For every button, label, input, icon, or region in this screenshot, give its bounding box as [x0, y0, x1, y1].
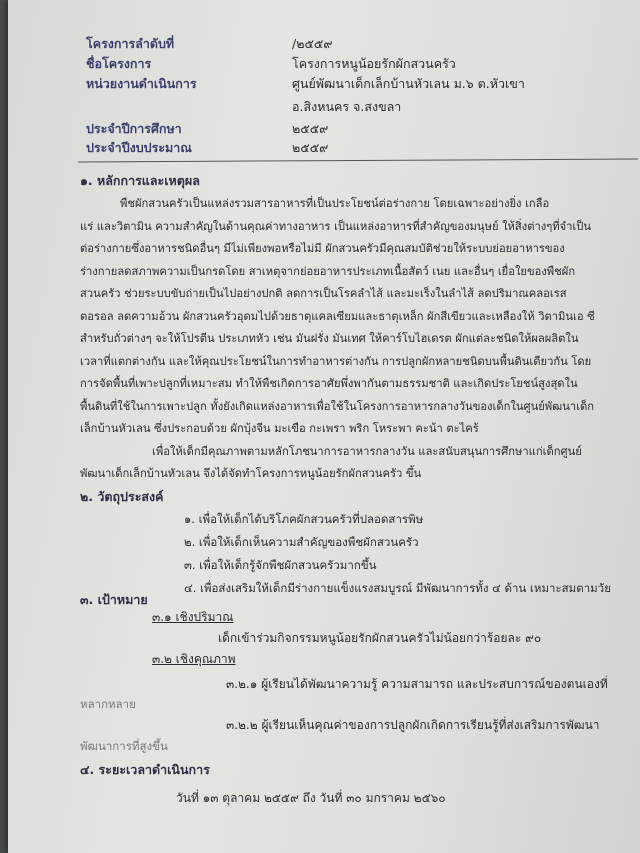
budget-year-value: ๒๕๕๙ — [292, 140, 329, 155]
project-name-label: ชื่อโครงการ — [86, 56, 152, 71]
body-line: เพื่อให้เด็กมีคุณภาพตามหลักโภชนาการอาหารกลางวัน และสนับสนุนการศึกษาแก่เด็กศูนย์ — [152, 445, 582, 458]
qualitative-item-1: ๓.๒.๑ ผู้เรียนได้พัฒนาความรู้ ความสามารถ และประสบการณ์ของตนเองที่ — [226, 677, 608, 691]
header-divider — [78, 159, 638, 163]
body-line: เล็กบ้านหัวเลน ซึ่งประกอบด้วย ผักบุ้งจีน มะเขือ กะเพรา พริก โหระพา คะน้า ตะไคร้ — [80, 422, 479, 435]
agency-value-1: ศูนย์พัฒนาเด็กเล็กบ้านหัวเลน ม.๖ ต.หัวเขา — [292, 76, 525, 91]
section2-title: ๒. วัตถุประสงค์ — [80, 489, 164, 504]
objective-item: ๒. เพื่อให้เด็กเห็นความสำคัญของพืชผักสวนครัว — [184, 535, 419, 549]
objectives-list — [184, 508, 611, 600]
body-line: การจัดพื้นที่เพาะปลูกที่เหมาะสม ทำให้พืชเกิดการอาศัยพึ่งพากันตามธรรมชาติ และเกิดประโยชน์สูงสุดใน — [80, 377, 578, 390]
duration-text: วันที่ ๑๓ ตุลาคม ๒๕๕๙ ถึง วันที่ ๓๐ มกราคม ๒๕๖๐ — [176, 791, 446, 805]
section1-body — [80, 193, 635, 441]
agency-label: หน่วยงานดำเนินการ — [86, 76, 197, 91]
qualitative-item-1-cont: หลากหลาย — [80, 697, 136, 711]
objective-item: ๓. เพื่อให้เด็กรู้จักพืชผักสวนครัวมากขึ้น — [184, 558, 377, 572]
qualitative-item-2-cont: พัฒนาการที่สูงขึ้น — [80, 739, 168, 753]
body-line: เวลาที่แตกต่างกัน และให้คุณประโยชน์ในการทำอาหารต่างกัน การปลูกผักหลายชนิดบนพื้นดินเดียวกัน โดย — [80, 354, 592, 368]
body-line: ร่างกายลดสภาพความเป็นกรดโดย สาเหตุจากย่อยอาหารประเภทเนื้อสัตว์ เนย และอื่นๆ เยื่อใยของพืชผัก — [80, 264, 576, 278]
academic-year-label: ประจำปีการศึกษา — [86, 121, 182, 136]
academic-year-value: ๒๕๕๙ — [292, 121, 329, 136]
section4-title: ๔. ระยะเวลาดำเนินการ — [80, 762, 210, 777]
quantitative-text: เด็กเข้าร่วมกิจกรรมหนูน้อยรักผักสวนครัวไม่น้อยกว่าร้อยละ ๙๐ — [218, 631, 542, 645]
objective-item: ๑. เพื่อให้เด็กได้บริโภคผักสวนครัวที่ปลอดสารพิษ — [184, 512, 424, 526]
document-page — [8, 0, 640, 853]
body-line: พืชผักสวนครัวเป็นแหล่งรวมสารอาหารที่เป็นประโยชน์ต่อร่างกาย โดยเฉพาะอย่างยิ่ง เกลือ — [120, 197, 550, 210]
body-line: พัฒนาเด็กเล็กบ้านหัวเลน จึงได้จัดทำโครงการหนูน้อยรักผักสวนครัว ขึ้น — [80, 467, 422, 480]
body-line: ตอรอล ลดความอ้วน ผักสวนครัวอุดมไปด้วยธาตุแคลเซียมและธาตุเหล็ก ผักสีเขียวและเหลืองให้ วิตามินเอ ซี — [80, 309, 595, 323]
body-line: ต่อร่างกายซึ่งอาหารชนิดอื่นๆ มีไม่เพียงพอหรือไม่มี ผักสวนครัวมีคุณสมบัติช่วยให้ระบบย่อยอาหารของ — [80, 242, 565, 255]
section1-title: ๑. หลักการและเหตุผล — [80, 173, 200, 188]
qualitative-title: ๓.๒ เชิงคุณภาพ — [152, 652, 236, 666]
body-line: แร่ และวิตามิน ความสำคัญในด้านคุณค่าทางอาหาร เป็นแหล่งอาหารที่สำคัญของมนุษย์ ให้สิ่งต่างๆที่จำเป็น — [80, 219, 591, 233]
project-no-value: /๒๕๕๙ — [292, 36, 333, 51]
agency-value-2: อ.สิงหนคร จ.สงขลา — [292, 99, 402, 114]
section3-title: ๓. เป้าหมาย — [80, 592, 148, 607]
budget-year-label: ประจำปีงบประมาณ — [86, 140, 192, 155]
quantitative-title: ๓.๑ เชิงปริมาณ — [152, 610, 234, 624]
section1-para2 — [80, 441, 635, 485]
project-name-value: โครงการหนูน้อยรักผักสวนครัว — [292, 56, 456, 71]
project-no-label: โครงการลำดับที่ — [86, 36, 175, 51]
qualitative-item-2: ๓.๒.๒ ผู้เรียนเห็นคุณค่าของการปลูกผักเกิดการเรียนรู้ที่ส่งเสริมการพัฒนา — [226, 718, 600, 732]
body-line: พื้นดินที่ใช้ในการเพาะปลูก ทั้งยังเกิดแหล่งอาหารเพื่อใช้ในโครงการอาหารกลางวันของเด็กในศูนย์พัฒนาเด็ก — [80, 399, 595, 413]
body-line: สวนครัว ช่วยระบบขับถ่ายเป็นไปอย่างปกติ ลดการเป็นโรคลำไส้ และมะเร็งในลำไส้ ลดปริมาณคลอเรส — [80, 287, 567, 300]
objective-item: ๔. เพื่อส่งเสริมให้เด็กมีร่างกายแข็งแรงสมบูรณ์ มีพัฒนาการทั้ง ๔ ด้าน เหมาะสมตามวัย — [184, 581, 611, 595]
body-line: สำหรับถั่วต่างๆ จะให้โปรตีน ประเภทหัว เช่น มันฝรั่ง มันเทศ ให้คาร์โบไฮเดรต ผักแต่ละชนิดให้ผลผลิตใน — [80, 332, 579, 345]
